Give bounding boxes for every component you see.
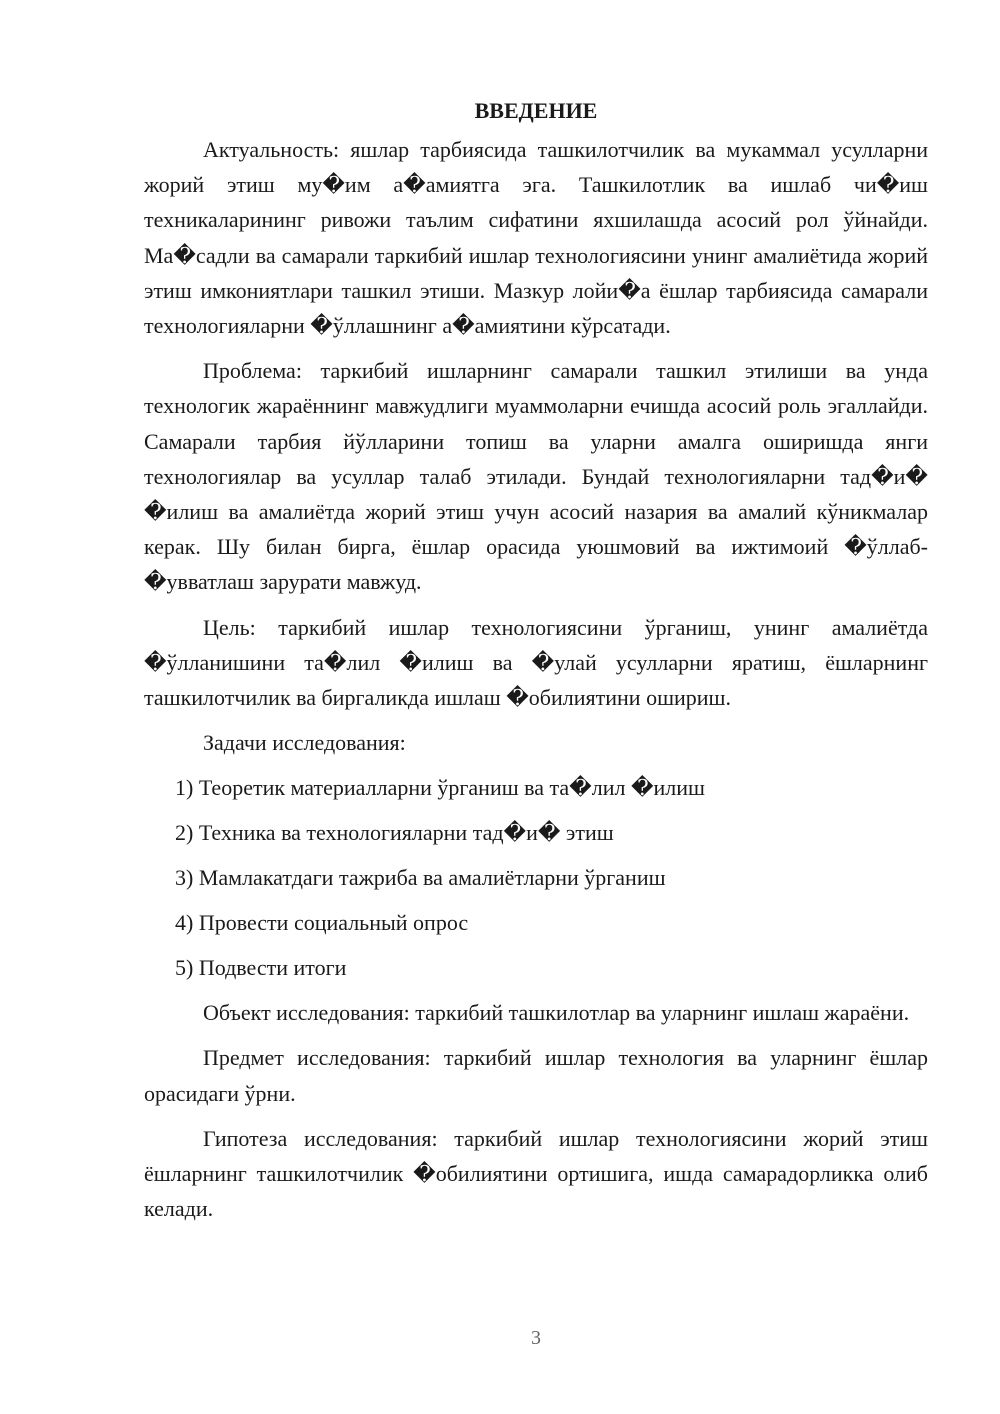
tasks-heading: Задачи исследования: [203, 730, 406, 756]
task-item: 2) Техника ва технологияларни тад�и� этиш [175, 820, 614, 846]
page-content [144, 93, 928, 1236]
section-title: ВВЕДЕНИЕ [474, 98, 598, 123]
actuality-paragraph: Актуальность: яшлар тарбиясида ташкилотчилик ва мукаммал усулларни жорий этиш му�им а�амиятга эга. Ташкилотлик ва ишлаб чи�иш техникаларининг ривожи таълим сифатини яхшилашда асосий рол ўйнайди. Ма�садли ва самарали таркибий ишлар технологиясини унинг амалиётида жорий этиш имкониятлари ташкил этиши. Мазкур лойи�а ёшлар тарбиясида самарали технологияларни �ўллашнинг а�амиятини кўрсатади. [144, 137, 928, 339]
task-item: 1) Теоретик материалларни ўрганиш ва та�лил �илиш [175, 775, 705, 801]
goal-paragraph: Цель: таркибий ишлар технологиясини ўрганиш, унинг амалиётда �ўлланишини та�лил �илиш ва �улай усулларни яратиш, ёшларнинг ташкилотчилик ва биргаликда ишлаш �обилиятини ошириш. [144, 614, 928, 711]
object-paragraph: Объект исследования: таркибий ташкилотлар ва уларнинг ишлаш жараёни. [203, 1000, 910, 1026]
task-item: 4) Провести социальный опрос [175, 910, 469, 936]
task-item: 3) Мамлакатдаги тажриба ва амалиётларни ўрганиш [175, 865, 666, 891]
hypothesis-paragraph: Гипотеза исследования: таркибий ишлар технологиясини жорий этиш ёшларнинг ташкилотчилик �обилиятини ортишига, ишда самарадорликка олиб келади. [144, 1125, 928, 1222]
task-item: 5) Подвести итоги [175, 955, 347, 981]
problem-paragraph: Проблема: таркибий ишларнинг самарали ташкил этилиши ва унда технологик жараённинг мавжудлиги муаммоларни ечишда асосий роль эгаллайди. Самарали тарбия йўлларини топиш ва уларни амалга оширишда янги технологиялар ва усуллар талаб этилади. Бундай технологияларни тад�и� �илиш ва амалиётда жорий этиш учун асосий назария ва амалий кўникмалар керак. Шу билан бирга, ёшлар орасида уюшмовий ва ижтимоий �ўллаб-�увватлаш зарурати мавжуд. [144, 358, 928, 595]
tasks-list [144, 770, 928, 985]
page-number: 3 [531, 1327, 541, 1349]
subject-paragraph: Предмет исследования: таркибий ишлар технология ва уларнинг ёшлар орасидаги ўрни. [144, 1045, 928, 1106]
